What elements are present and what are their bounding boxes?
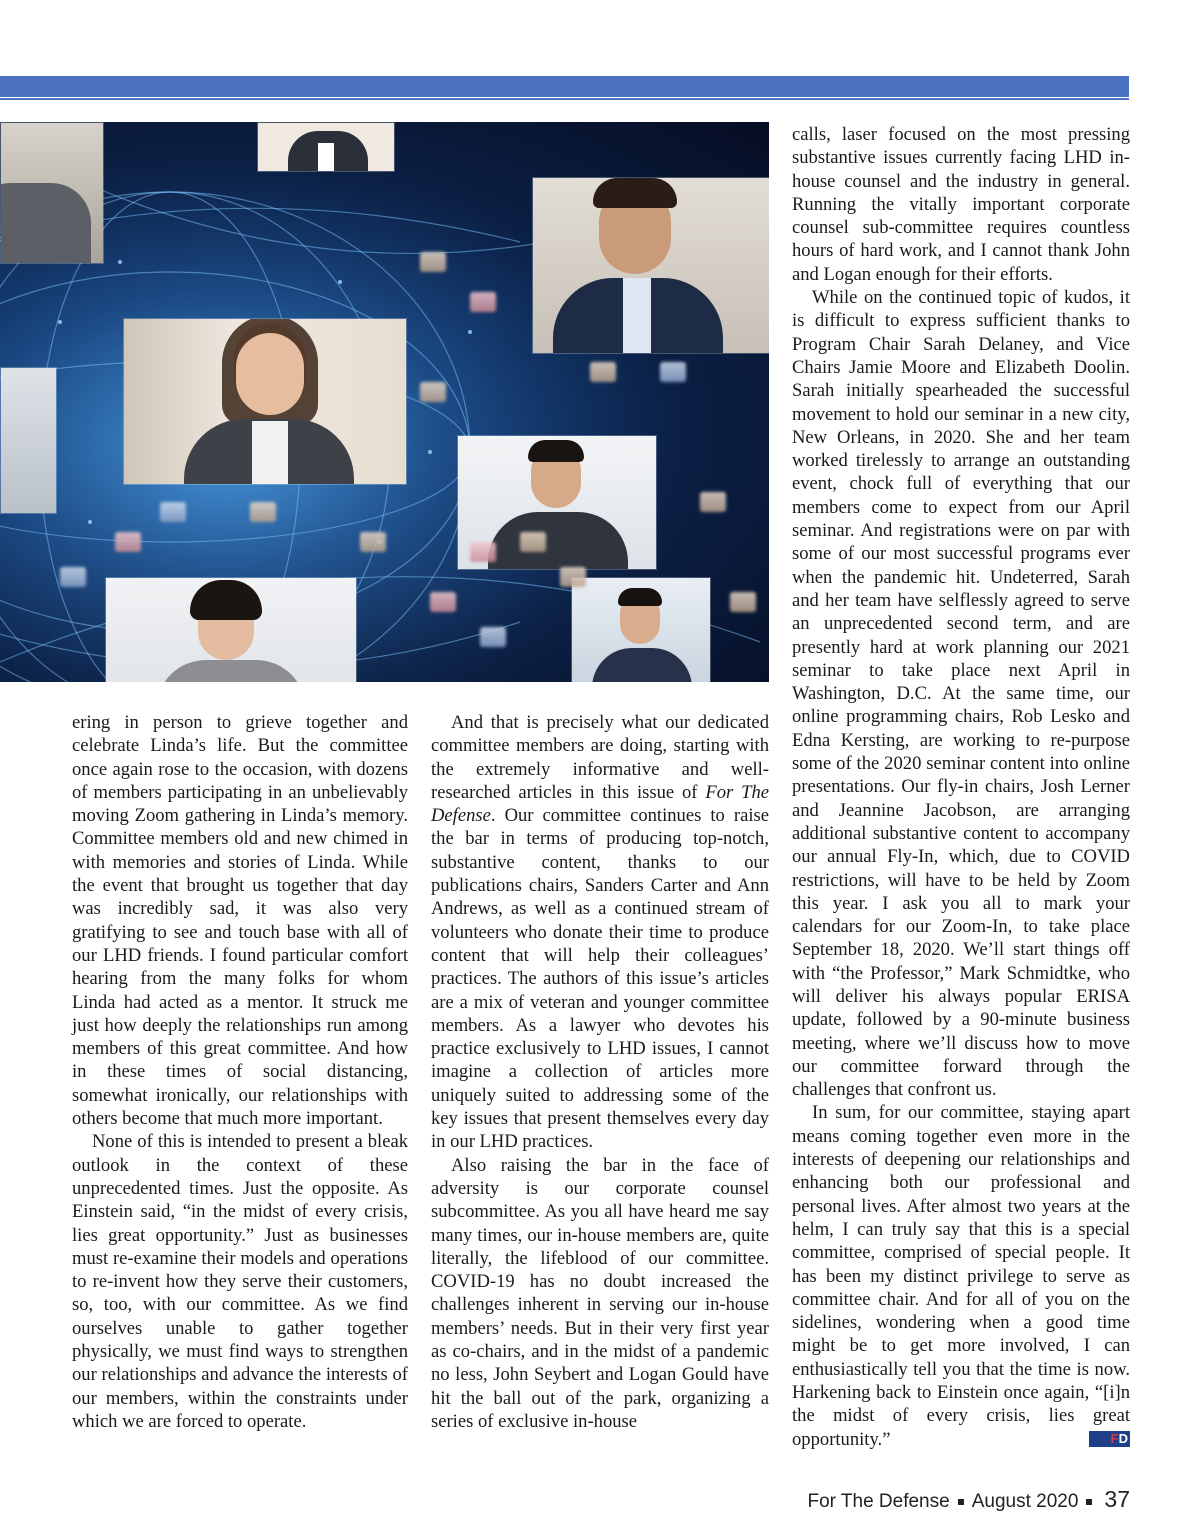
blurred-participant-tile: [420, 252, 446, 272]
end-mark-letter: D: [1118, 1430, 1128, 1446]
paragraph: [431, 711, 769, 1154]
article-column-2: [431, 711, 769, 1433]
footer-publication: For The Defense: [807, 1491, 950, 1512]
blurred-participant-tile: [560, 567, 586, 587]
video-tile-left-top: [0, 122, 104, 264]
blurred-participant-tile: [430, 592, 456, 612]
blurred-participant-tile: [700, 492, 726, 512]
footer-issue: August 2020: [971, 1491, 1079, 1512]
paragraph: None of this is intended to present a bleak outlook in the context of these unprecedented times. Just the opposite. As Einstein said, “in the midst of every crisis, lies great opportunity.” Just as businesses must re-examine their models and operations to re-invent how they serve their customers, so, too, with our committee. As we find ourselves unable to gather together physically, we must find ways to strengthen our relationships and advance the interests of our members, within the constraints under which we are forced to operate.: [72, 1131, 408, 1432]
publication-title-italic: For The Defense: [431, 781, 769, 827]
video-tile-top-center: [257, 122, 395, 172]
video-tile-center-woman: [123, 318, 407, 485]
paragraph: While on the continued topic of kudos, it is difficult to express sufficient thanks to Program Chair Sarah Delaney, and Vice Chairs Jamie Moore and Elizabeth Doolin. Sarah initially spearheaded the successful movement to hold our seminar in a new city, New Orleans, in 2020. She and her team worked tirelessly to arrange an outstanding event, chock full of everything that our members come to expect from our April seminar. And registrations were on par with some of our most successful programs ever when the pandemic hit. Undeterred, Sarah and her team have selflessly agreed to serve an unprecedented second term, and are presently hard at work planning our 2021 seminar to take place next April in Washington, D.C. At the same time, our online programming chairs, Rob Lesko and Edna Kersting, are working to re-purpose some of the 2020 seminar content into online presentations. Our fly-in chairs, Josh Lerner and Jeannine Jacobson, are arranging additional substantive content to accompany our annual Fly-In, which, due to COVID restrictions, will have to be held by Zoom this year. I ask you all to mark your calendars for our Zoom-In, to take place September 18, 2020. We’ll start things off with “the Professor,” Mark Schmidtke, who will deliver his always popular ERISA update, followed by a 90-minute business meeting, where we’ll discuss how to move our committee forward through the challenges that confront us.: [792, 287, 1130, 1101]
article-column-1: [72, 711, 408, 1433]
header-color-band: [0, 76, 1129, 97]
paragraph-text: In sum, for our committee, staying apart means coming together even more in the interests of deepening our relationships and enhancing both our professional and personal lives. After almost two years at the helm, I can truly say that this is a special committee, comprised of special people. It has been my distinct privilege to serve as committee chair. And for all of you on the sidelines, wondering when a good time might be to get more involved, I can enthusiastically tell you that the time is now. Harkening back to Einstein once again, “[i]n the midst of every crisis, lies great opportunity.”: [792, 1102, 1130, 1450]
paragraph: ering in person to grieve together and celebrate Linda’s life. But the committee once again rose to the occasion, with dozens of members participating in an unbelievably moving Zoom gathering in Linda’s memory. Committee members old and new chimed in with memories and stories of Linda. While the event that brought us together that day was incredibly sad, it was also very gratifying to see and touch base with all of our LHD friends. I found particular comfort hearing from the many folks for whom Linda had acted as a mentor. It struck me just how deeply the relationships run among members of this great committee. And how in these times of social distancing, somewhat ironically, our relationships with others become that much more important.: [72, 712, 408, 1130]
blurred-participant-tile: [160, 502, 186, 522]
hero-image: [0, 122, 769, 682]
paragraph-text: And that is precisely what our dedicated committee members are doing, starting with the extremely informative and well-researched articles in this issue of: [431, 712, 769, 803]
video-tile-left-mid: [0, 367, 57, 514]
blurred-participant-tile: [660, 362, 686, 382]
header-rule: [0, 98, 1129, 100]
blurred-participant-tile: [470, 292, 496, 312]
blurred-participant-tile: [420, 382, 446, 402]
blurred-participant-tile: [520, 532, 546, 552]
blurred-participant-tile: [730, 592, 756, 612]
paragraph: [792, 1101, 1130, 1450]
footer-separator: [958, 1499, 964, 1505]
paragraph-text: . Our committee continues to raise the bar in terms of producing top-notch, substantive content, thanks to our publications chairs, Sanders Carter and Ann Andrews, as well as a continued stream of volunteers who donate their time to produce content that will help their colleagues’ practices. The authors of this issue’s articles are a mix of veteran and younger committee members. As a lawyer who devotes his practice exclusively to LHD issues, I cannot imagine a collection of articles more uniquely suited to addressing some of the key issues that present themselves every day in our LHD practices.: [431, 805, 769, 1153]
blurred-participant-tile: [115, 532, 141, 552]
end-of-article-mark-icon: [1089, 1431, 1130, 1447]
blurred-participant-tile: [480, 627, 506, 647]
blurred-participant-tile: [360, 532, 386, 552]
paragraph: Also raising the bar in the face of adversity is our corporate counsel subcommittee. As you all have heard me say many times, our in-house members are, quite literally, the lifeblood of our committee. COVID-19 has no doubt increased the challenges inherent in serving our in-house members’ needs. But in their very first year as co-chairs, and in the midst of a pandemic no less, John Seybert and Logan Gould have hit the ball out of the park, organizing a series of exclusive in-house: [431, 1154, 769, 1432]
page-number: 37: [1104, 1486, 1130, 1512]
video-tile-right-top: [532, 177, 769, 354]
video-tile-bottom-woman: [105, 577, 357, 682]
end-mark-letter: F: [1110, 1430, 1119, 1446]
paragraph: calls, laser focused on the most pressing substantive issues currently facing LHD in-house counsel and the industry in general. Running the vitally important corporate counsel sub-committee requires countless hours of hard work, and I cannot thank John and Logan enough for their efforts.: [792, 124, 1130, 285]
blurred-participant-tile: [60, 567, 86, 587]
page-footer: [760, 1486, 1130, 1513]
footer-separator: [1086, 1499, 1092, 1505]
video-tile-bottom-right: [571, 577, 711, 682]
blurred-participant-tile: [250, 502, 276, 522]
article-column-3: [792, 123, 1130, 1451]
blurred-participant-tile: [470, 542, 496, 562]
blurred-participant-tile: [590, 362, 616, 382]
